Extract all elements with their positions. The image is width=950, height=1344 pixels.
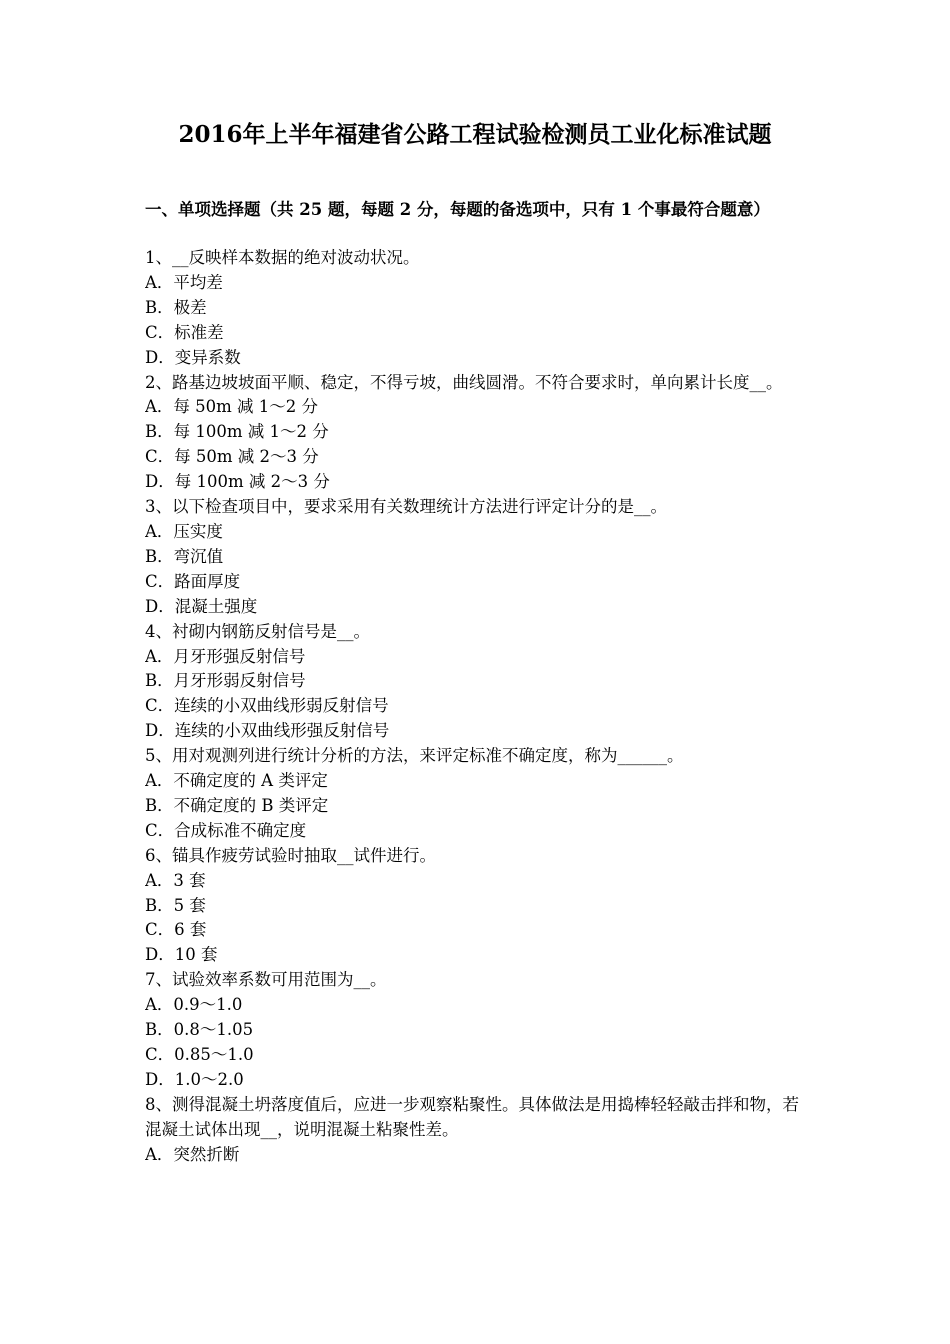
question-stem: 1、__反映样本数据的绝对波动状况。	[145, 248, 420, 267]
option-a: A．不确定度的 A 类评定	[145, 771, 328, 791]
question-7	[145, 968, 810, 1093]
option-b: B．0.8～1.05	[145, 1020, 254, 1040]
option-b: B．不确定度的 B 类评定	[145, 795, 329, 815]
option-c: C．6 套	[145, 920, 207, 940]
option-b: B．月牙形弱反射信号	[145, 671, 306, 691]
question-5	[145, 744, 810, 844]
option-a: A．每 50m 减 1～2 分	[145, 397, 319, 417]
option-b: B．弯沉值	[145, 546, 224, 566]
option-c: C．连续的小双曲线形弱反射信号	[145, 696, 389, 716]
question-stem: 3、以下检查项目中，要求采用有关数理统计方法进行评定计分的是__。	[145, 497, 667, 517]
option-d: D．变异系数	[145, 347, 241, 367]
option-b: B．5 套	[145, 895, 206, 915]
question-3	[145, 495, 810, 620]
option-d: D．10 套	[145, 945, 218, 965]
option-c: C．每 50m 减 2～3 分	[145, 447, 319, 467]
question-stem: 6、锚具作疲劳试验时抽取__试件进行。	[145, 845, 436, 865]
question-stem: 5、用对观测列进行统计分析的方法，来评定标准不确定度，称为______。	[145, 746, 684, 766]
option-a: A．压实度	[145, 521, 223, 541]
question-2	[145, 371, 810, 496]
question-stem: 4、衬砌内钢筋反射信号是__。	[145, 621, 370, 641]
option-b: B．极差	[145, 297, 207, 317]
option-b: B．每 100m 减 1～2 分	[145, 422, 329, 442]
option-c: C．路面厚度	[145, 571, 241, 591]
option-a: A．3 套	[145, 870, 206, 890]
option-d: D．1.0～2.0	[145, 1069, 244, 1089]
question-8	[145, 1093, 810, 1168]
option-d: D．混凝土强度	[145, 596, 258, 616]
option-a: A．平均差	[145, 272, 223, 292]
document-title: 2016年上半年福建省公路工程试验检测员工业化标准试题	[178, 121, 772, 148]
question-4	[145, 620, 810, 745]
option-a: A．月牙形强反射信号	[145, 646, 306, 666]
option-c: C．合成标准不确定度	[145, 820, 307, 840]
section-heading: 一、单项选择题（共 25 题，每题 2 分，每题的备选项中，只有 1 个事最符合题意）	[145, 200, 770, 219]
option-a: A．突然折断	[145, 1144, 240, 1164]
option-d: D．每 100m 减 2～3 分	[145, 472, 330, 492]
question-stem: 2、路基边坡坡面平顺、稳定，不得亏坡，曲线圆滑。不符合要求时，单向累计长度__。	[145, 372, 783, 392]
question-1	[145, 246, 810, 371]
option-d: D．连续的小双曲线形强反射信号	[145, 721, 390, 741]
option-c: C．0.85～1.0	[145, 1045, 254, 1064]
question-stem: 7、试验效率系数可用范围为__。	[145, 970, 387, 990]
option-a: A．0.9～1.0	[145, 995, 243, 1015]
option-c: C．标准差	[145, 322, 224, 342]
question-list	[145, 246, 810, 1168]
question-6	[145, 844, 810, 969]
question-stem: 8、测得混凝土坍落度值后，应进一步观察粘聚性。具体做法是用捣棒轻轻敲击拌和物，若混凝土试体出现__，说明混凝土粘聚性差。	[145, 1094, 799, 1139]
